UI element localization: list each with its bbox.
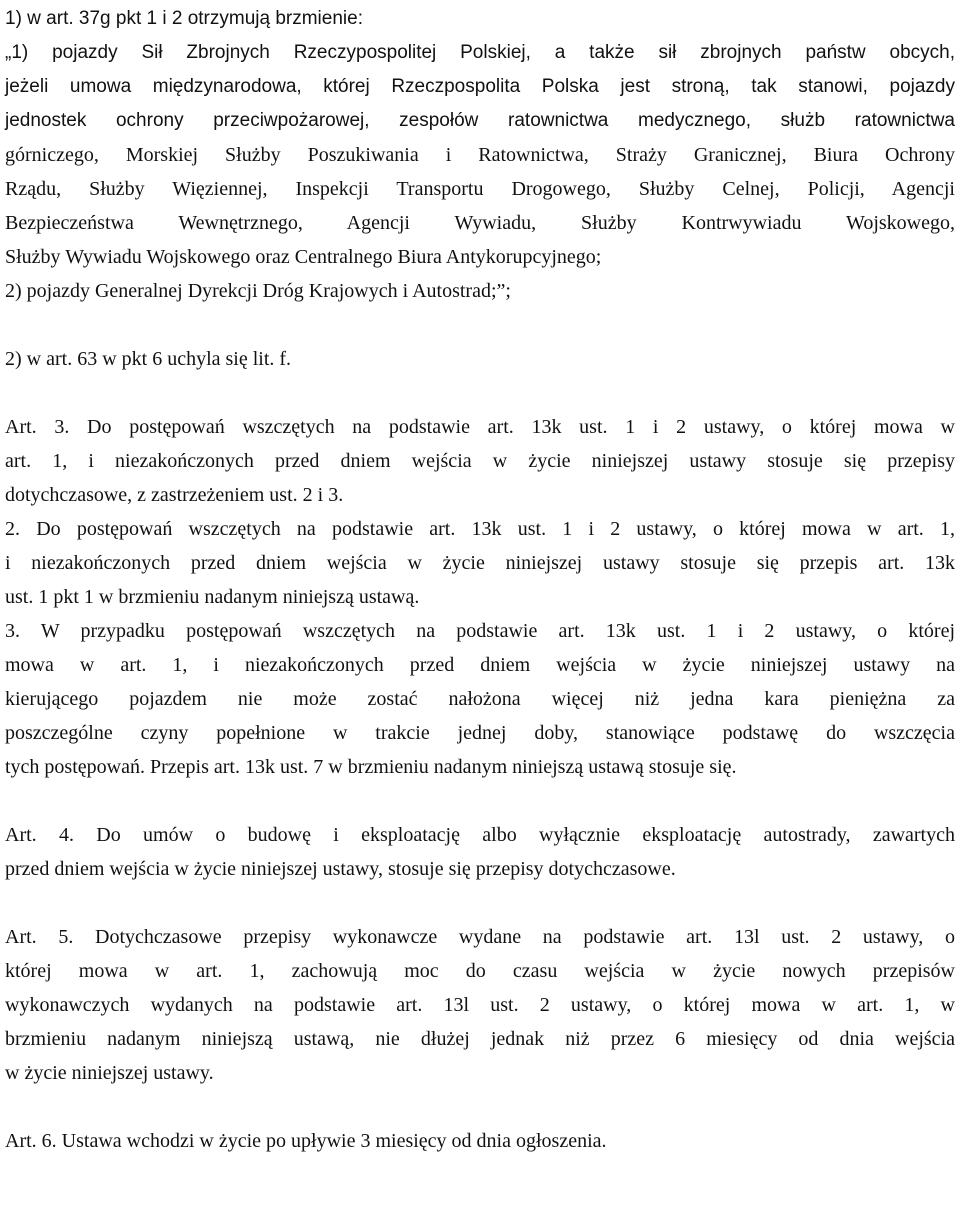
text-line: wykonawczych wydanych na podstawie art. 13l ust. 2 ustawy, o której mowa w art. 1, w [5,994,955,1016]
text-line: art. 1, i niezakończonych przed dniem wejścia w życie niniejszej ustawy stosuje się przepisy [5,450,955,472]
text-line: „1) pojazdy Sił Zbrojnych Rzeczypospolitej Polskiej, a także sił zbrojnych państw obcych, [5,42,955,63]
text-line: przed dniem wejścia w życie niniejszej ustawy, stosuje się przepisy dotychczasowe. [5,858,676,880]
text-line: 2. Do postępowań wszczętych na podstawie art. 13k ust. 1 i 2 ustawy, o której mowa w art. 1, [5,518,955,540]
text-line: 2) w art. 63 w pkt 6 uchyla się lit. f. [5,348,292,370]
text-line: i niezakończonych przed dniem wejścia w życie niniejszej ustawy stosuje się przepis art. 13k [5,552,955,574]
text-line: 3. W przypadku postępowań wszczętych na podstawie art. 13k ust. 1 i 2 ustawy, o której [5,620,955,642]
text-line: w życie niniejszej ustawy. [5,1062,214,1084]
text-line: której mowa w art. 1, zachowują moc do czasu wejścia w życie nowych przepisów [5,960,955,982]
text-line: 2) pojazdy Generalnej Dyrekcji Dróg Krajowych i Autostrad;”; [5,280,511,302]
text-line: poszczególne czyny popełnione w trakcie jednej doby, stanowiące podstawę do wszczęcia [5,722,955,744]
text-line: 1) w art. 37g pkt 1 i 2 otrzymują brzmienie: [5,8,363,29]
article-3-heading-line: Art. 3. Do postępowań wszczętych na podstawie art. 13k ust. 1 i 2 ustawy, o której mowa w [5,416,955,438]
text-line: brzmieniu nadanym niniejszą ustawą, nie dłużej jednak niż przez 6 miesięcy od dnia wejścia [5,1028,955,1050]
text-line: mowa w art. 1, i niezakończonych przed dniem wejścia w życie niniejszej ustawy na [5,654,955,676]
text-line: kierującego pojazdem nie może zostać nałożona więcej niż jedna kara pieniężna za [5,688,955,710]
article-4-heading-line: Art. 4. Do umów o budowę i eksploatację albo wyłącznie eksploatację autostrady, zawartych [5,824,955,846]
text-line: ust. 1 pkt 1 w brzmieniu nadanym niniejszą ustawą. [5,586,420,608]
text-line: jeżeli umowa międzynarodowa, której Rzeczpospolita Polska jest stroną, tak stanowi, pojazdy [5,76,955,97]
article-5-heading-line: Art. 5. Dotychczasowe przepisy wykonawcze wydane na podstawie art. 13l ust. 2 ustawy, o [5,926,955,948]
text-line: tych postępowań. Przepis art. 13k ust. 7 w brzmieniu nadanym niniejszą ustawą stosuje się. [5,756,737,778]
text-line: Rządu, Służby Więziennej, Inspekcji Transportu Drogowego, Służby Celnej, Policji, Agencji [5,178,955,200]
text-line: górniczego, Morskiej Służby Poszukiwania i Ratownictwa, Straży Granicznej, Biura Ochrony [5,144,955,166]
article-6-heading-line: Art. 6. Ustawa wchodzi w życie po upływie 3 miesięcy od dnia ogłoszenia. [5,1130,607,1152]
text-line: dotychczasowe, z zastrzeżeniem ust. 2 i 3. [5,484,344,506]
text-line: Bezpieczeństwa Wewnętrznego, Agencji Wywiadu, Służby Kontrwywiadu Wojskowego, [5,212,955,234]
text-line: jednostek ochrony przeciwpożarowej, zespołów ratownictwa medycznego, służb ratownictwa [5,110,955,131]
text-line: Służby Wywiadu Wojskowego oraz Centralnego Biura Antykorupcyjnego; [5,246,602,268]
